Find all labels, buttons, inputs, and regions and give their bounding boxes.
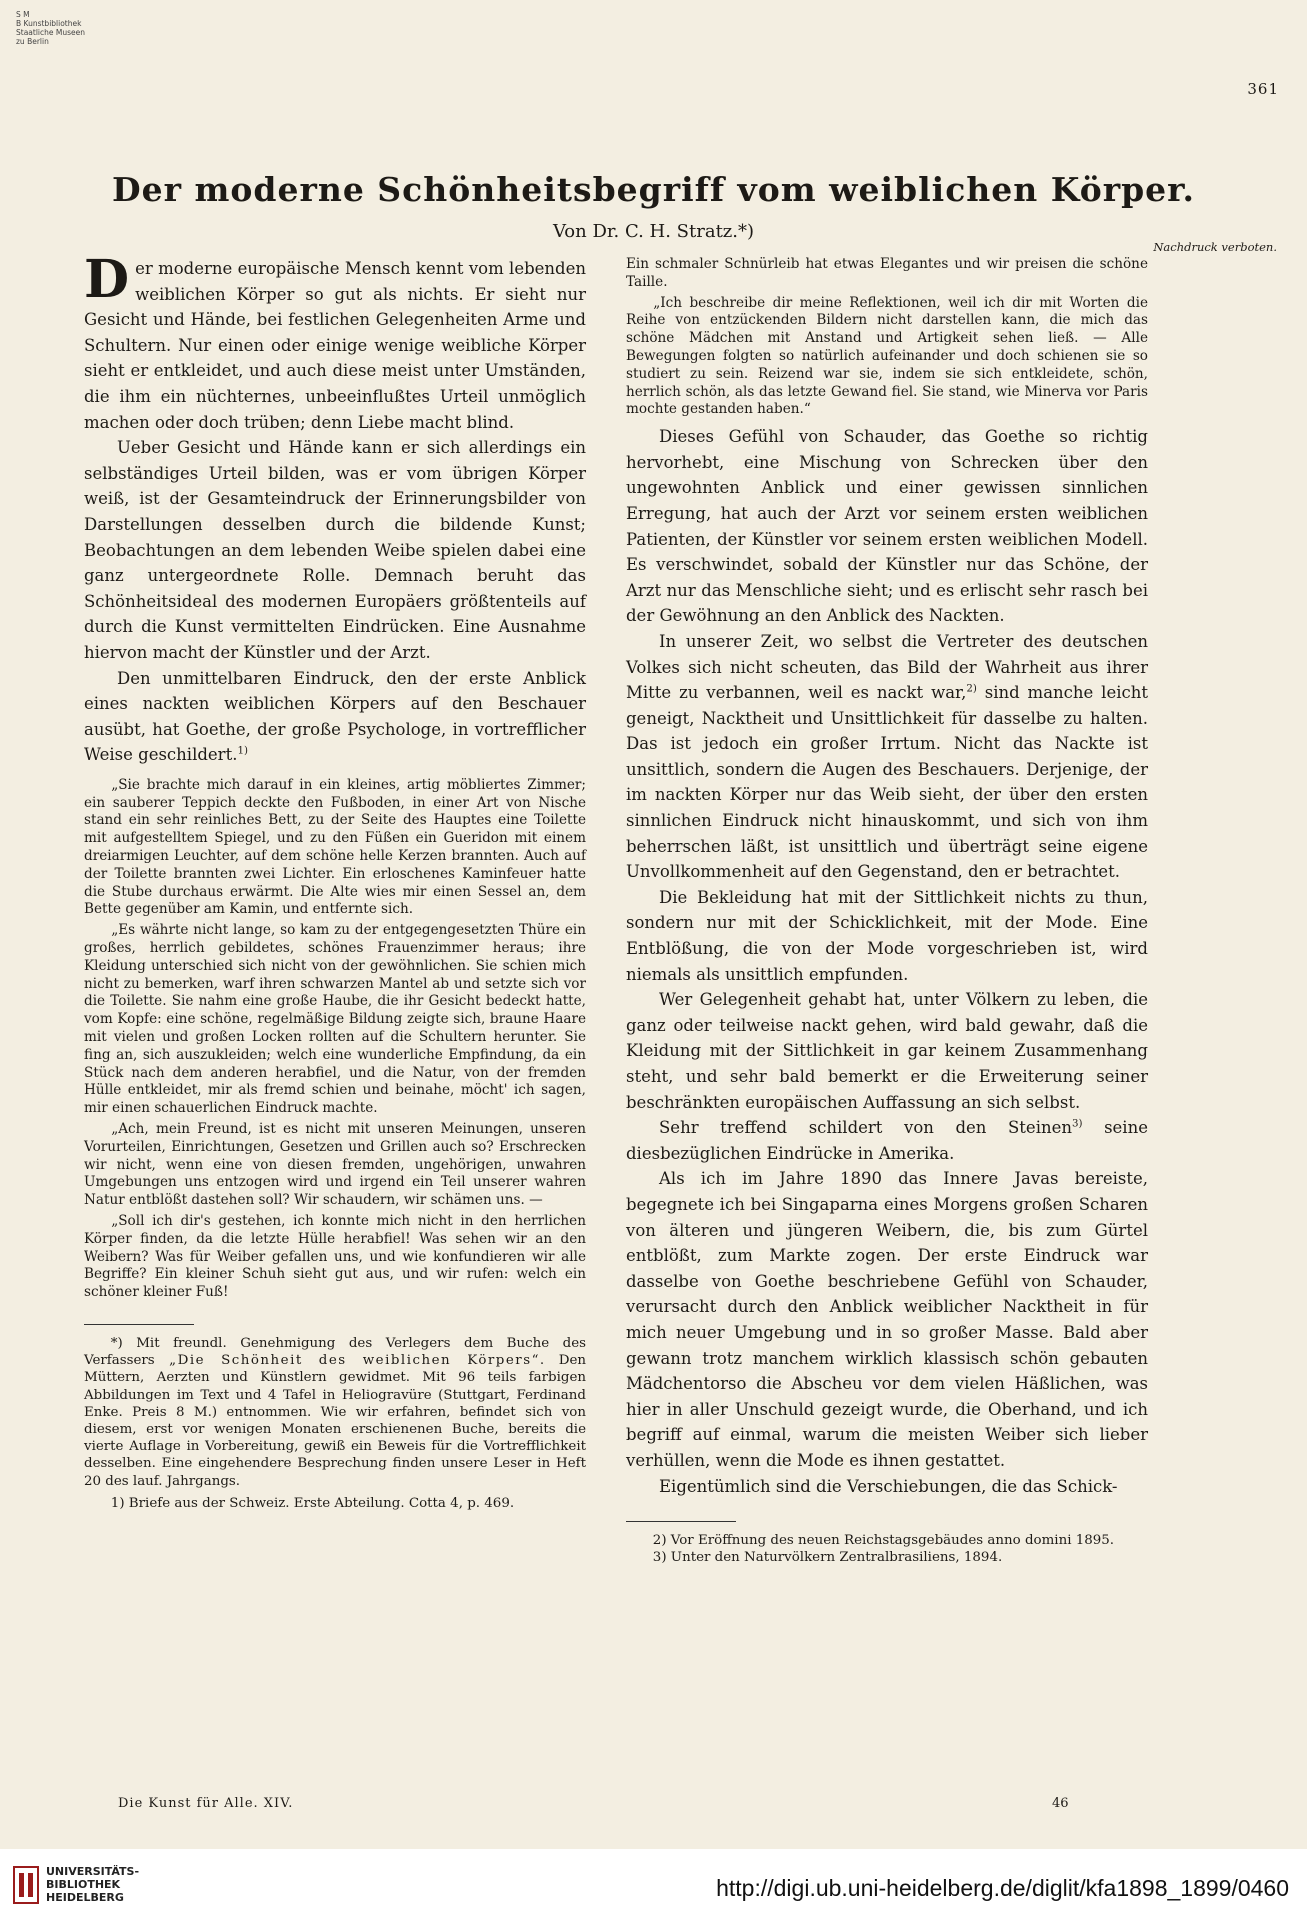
body-paragraph: Die Bekleidung hat mit der Sittlichkeit nichts zu thun, sondern nur mit der Schicklichkeit, mit der Mode. Eine Entblößung, die von der Mode vorgeschrieben ist, wird niemals als unsittlich empfunden. xyxy=(626,887,1148,984)
quote-paragraph: „Es währte nicht lange, so kam zu der entgegengesetzten Thüre ein großes, herrlich gebildetes, schönes Frauenzimmer heraus; ihre Kleidung unterschied sich nicht von der gewöhnlichen. Sie schien mich nicht zu bemerken, warf ihren schwarzen Mantel ab und setzte sich vor die Toilette. Sie nahm eine große Haube, die ihr Gesicht bedeckt hatte, vom Kopfe: eine schöne, regelmäßige Bildung zeigte sich, braune Haare mit vielen und großen Locken rollten auf die Schultern herunter. Sie fing an, sich auszukleiden; welch eine wunderliche Empfindung, da ein Stück nach dem anderen herabfiel, und die Natur, von der fremden Hülle entkleidet, mir als fremd schien und beinahe, möcht' ich sagen, mir einen schauerlichen Eindruck machte. xyxy=(84,922,586,1117)
sheet-signature: 46 xyxy=(1052,1796,1069,1811)
library-banner xyxy=(0,1849,1307,1922)
page-number: 361 xyxy=(1247,80,1279,98)
body-paragraph: Als ich im Jahre 1890 das Innere Javas bereiste, begegnete ich bei Singaparna eines Morgens großen Scharen von älteren und jüngeren Weibern, die, bis zum Gürtel entblößt, zum Markte zogen. Der erste Eindruck war dasselbe von Goethe beschriebene Gefühl von Schauder, verursacht durch den Anblick weiblicher Nacktheit in für mich neuer Umgebung und in so großer Masse. Bald aber gewann trotz manchem wirklich klassisch schön gebauten Mädchentorso die Abscheu vor dem vielen Häßlichen, was hier in aller Unschuld gezeigt wurde, die Oberhand, und ich begriff auf einmal, warum die meisten Weiber sich lieber verhüllen, wenn die Mode es ihnen gestattet. xyxy=(626,1169,1148,1470)
body-paragraph xyxy=(84,249,586,435)
paragraph-text: In unserer Zeit, wo selbst die Vertreter des deutschen Volkes sich nicht scheuten, das Bild der Wahrheit aus ihrer Mitte zu verbannen, weil es nackt war, xyxy=(626,631,1148,703)
paragraph-text: Sehr treffend schildert von den Steinen xyxy=(659,1118,1072,1138)
footnote-text: *) Mit freundl. Genehmigung des Verlegers dem Buche des Verfassers xyxy=(84,1335,586,1369)
paragraph-text: sind manche leicht geneigt, Nacktheit und Unsittlichkeit für dasselbe zu halten. Das ist jedoch ein großer Irrtum. Nicht das Nackte ist unsittlich, sondern die Augen des Beschauers. Derjenige, der im nackten Körper nur das Weib sieht, der über den ersten sinnlichen Eindruck nicht hinauskommt, und sich von ihm beherrschen läßt, ist unsittlich und überträgt seine eigene Unvollkommenheit auf den Gegenstand, den er betrachtet. xyxy=(626,683,1148,882)
body-paragraph xyxy=(84,435,586,665)
footnote-3: 3) Unter den Naturvölkern Zentralbrasiliens, 1894. xyxy=(652,1550,1003,1566)
stamp-line: S M xyxy=(16,10,30,19)
paragraph-text: er moderne europäische Mensch kennt vom lebenden weiblichen Körper so gut als nichts. Er sieht nur Gesicht und Hände, bei festlichen Gelegenheiten Arme und Schultern. Nur einen oder einige wenige weibliche Körper sieht er entkleidet, und auch diese meist unter Umständen, die ihm ein nüchternes, unbeeinflußtes Urteil unmöglich machen oder doch trüben; denn Liebe macht blind. xyxy=(84,259,586,432)
body-paragraph: Dieses Gefühl von Schauder, das Goethe so richtig hervorhebt, eine Mischung von Schrecken über den ungewohnten Anblick und einer gewissen sinnlichen Erregung, hat auch der Arzt vor seinem ersten weiblichen Patienten, der Künstler vor seinem ersten weiblichen Modell. Es verschwindet, sobald der Künstler nur das Schöne, der Arzt nur das Menschliche sieht; und es erlischt sehr rasch bei der Gewöhnung an den Anblick des Nackten. xyxy=(626,427,1148,626)
footnote-marker: 1) xyxy=(237,745,248,757)
footnote-text: . Den Müttern, Aerzten und Künstlern gewidmet. Mit 96 teils farbigen Abbildungen im Text und 4 Tafel in Heliogravüre (Stuttgart, Ferdinand Enke. Preis 8 M.) entnommen. Wie wir erfahren, befindet sich von diesem, erst vor wenigen Monaten erschienenen Buche, bereits die vierte Auflage in Vorbereitung, gewiß ein Beweis für die Vortrefflichkeit desselben. Eine eingehendere Besprechung finden unsere Leser in Heft 20 des lauf. Jahrgangs. xyxy=(84,1353,586,1489)
university-library-logo-icon xyxy=(12,1865,40,1905)
book-title: „Die Schönheit des weiblichen Körpers“ xyxy=(169,1353,540,1369)
article-author: Von Dr. C. H. Stratz.*) xyxy=(552,221,755,242)
permalink-url[interactable]: http://digi.ub.uni-heidelberg.de/diglit/kfa1898_1899/0460 xyxy=(716,1875,1289,1901)
stamp-line: B Kunstbibliothek xyxy=(16,19,82,28)
journal-footer: Die Kunst für Alle. XIV. xyxy=(118,1796,294,1811)
stamp-line: zu Berlin xyxy=(16,37,49,46)
body-paragraph: Wer Gelegenheit gehabt hat, unter Völkern zu leben, die ganz oder teilweise nackt gehen, wird bald gewahr, daß die Kleidung mit der Sittlichkeit in gar keinem Zusammenhang steht, und sehr bald bemerkt er die Erweiterung seiner beschränkten europäischen Auffassung an sich selbst. xyxy=(626,990,1148,1112)
left-column xyxy=(84,249,586,1512)
body-paragraph xyxy=(84,666,586,768)
footnote-marker: 3) xyxy=(1072,1118,1083,1130)
body-paragraph xyxy=(626,629,1148,885)
paragraph-text: Ueber Gesicht und Hände kann er sich allerdings ein selbständiges Urteil bilden, was er vom übrigen Körper weiß, ist der Gesamteindruck der Erinnerungsbilder von Darstellungen desselben durch die bildende Kunst; Beobachtungen an dem lebenden Weibe spielen dabei eine ganz untergeordnete Rolle. Demnach beruht das Schönheitsideal des modernen Europäers größtenteils auf durch die Kunst vermittelten Eindrücken. Eine Ausnahme hiervon macht der Künstler und der Arzt. xyxy=(84,438,586,662)
footnote-rule xyxy=(84,1324,194,1325)
stamp-line: Staatliche Museen xyxy=(16,28,85,37)
footnote-rule xyxy=(626,1521,736,1522)
library-name xyxy=(46,1865,139,1904)
body-paragraph xyxy=(626,1115,1148,1166)
drop-cap: D xyxy=(84,249,130,310)
library-stamp xyxy=(16,10,98,46)
library-name-line: UNIVERSITÄTS- xyxy=(46,1865,140,1878)
paragraph-text: seine diesbezüglichen Eindrücke in Amerika. xyxy=(626,1118,1148,1163)
library-name-line: HEIDELBERG xyxy=(46,1891,124,1904)
quote-paragraph: „Sie brachte mich darauf in ein kleines, artig möbliertes Zimmer; ein sauberer Teppich deckte den Fußboden, in einer Art von Nische stand ein sehr reinliches Bett, zu der Seite des Hauptes eine Toilette mit aufgestelltem Spiegel, und zu den Füßen ein Gueridon mit einem dreiarmigen Leuchter, auf dem schöne helle Kerzen brannten. Auch auf der Toilette brannten zwei Lichter. Ein erloschenes Kaminfeuer hatte die Stube durchaus erwärmt. Die Alte wies mir einen Sessel an, dem Bette gegenüber am Kamin, und entfernte sich. xyxy=(84,776,586,918)
body-paragraph: Eigentümlich sind die Verschiebungen, die das Schick- xyxy=(659,1476,1118,1496)
quote-paragraph: „Soll ich dir's gestehen, ich konnte mich nicht in den herrlichen Körper finden, da die letzte Hülle herabfiel! Was sehen wir an den Weibern? Was für Weiber gefallen uns, und wie konfundieren wir alle Begriffe? Ein kleiner Schuh sieht gut aus, und wir rufen: welch ein schöner kleiner Fuß! xyxy=(84,1213,586,1301)
quote-paragraph: Ein schmaler Schnürleib hat etwas Elegantes und wir preisen die schöne Taille. xyxy=(626,256,1148,290)
article-title: Der moderne Schönheitsbegriff vom weiblichen Körper. xyxy=(111,170,1196,209)
right-column xyxy=(626,256,1148,1567)
footnote-star xyxy=(84,1335,586,1490)
footnote-marker: 2) xyxy=(966,683,977,695)
reprint-notice: Nachdruck verboten. xyxy=(1153,240,1277,254)
library-name-line: BIBLIOTHEK xyxy=(46,1878,121,1891)
footnote-1: 1) Briefe aus der Schweiz. Erste Abteilung. Cotta 4, p. 469. xyxy=(110,1495,515,1511)
quote-paragraph: „Ach, mein Freund, ist es nicht mit unseren Meinungen, unseren Vorurteilen, Einrichtungen, Gesetzen und Grillen auch so? Erschrecken wir nicht, wenn eine von diesen fremden, ungehörigen, unwahren Umgebungen uns entzogen wird und irgend ein Teil unserer wahren Natur entblößt dastehen soll? Wir schaudern, wir schämen uns. — xyxy=(84,1121,586,1209)
quote-paragraph: „Ich beschreibe dir meine Reflektionen, weil ich dir mit Worten die Reihe von entzückenden Bildern nicht darstellen kann, die mich das schöne Mädchen mit Anstand und Artigkeit sehen ließ. — Alle Bewegungen folgten so natürlich aufeinander und doch schienen sie so studiert zu sein. Reizend war sie, indem sie sich entkleidete, schön, herrlich schön, als das letzte Gewand fiel. Sie stand, wie Minerva vor Paris mochte gestanden haben.“ xyxy=(626,294,1148,418)
paragraph-text: Den unmittelbaren Eindruck, den der erste Anblick eines nackten weiblichen Körpers auf den Beschauer ausübt, hat Goethe, der große Psychologe, in vortrefflicher Weise geschildert. xyxy=(84,668,586,765)
footnote-2: 2) Vor Eröffnung des neuen Reichstagsgebäudes anno domini 1895. xyxy=(652,1533,1115,1549)
